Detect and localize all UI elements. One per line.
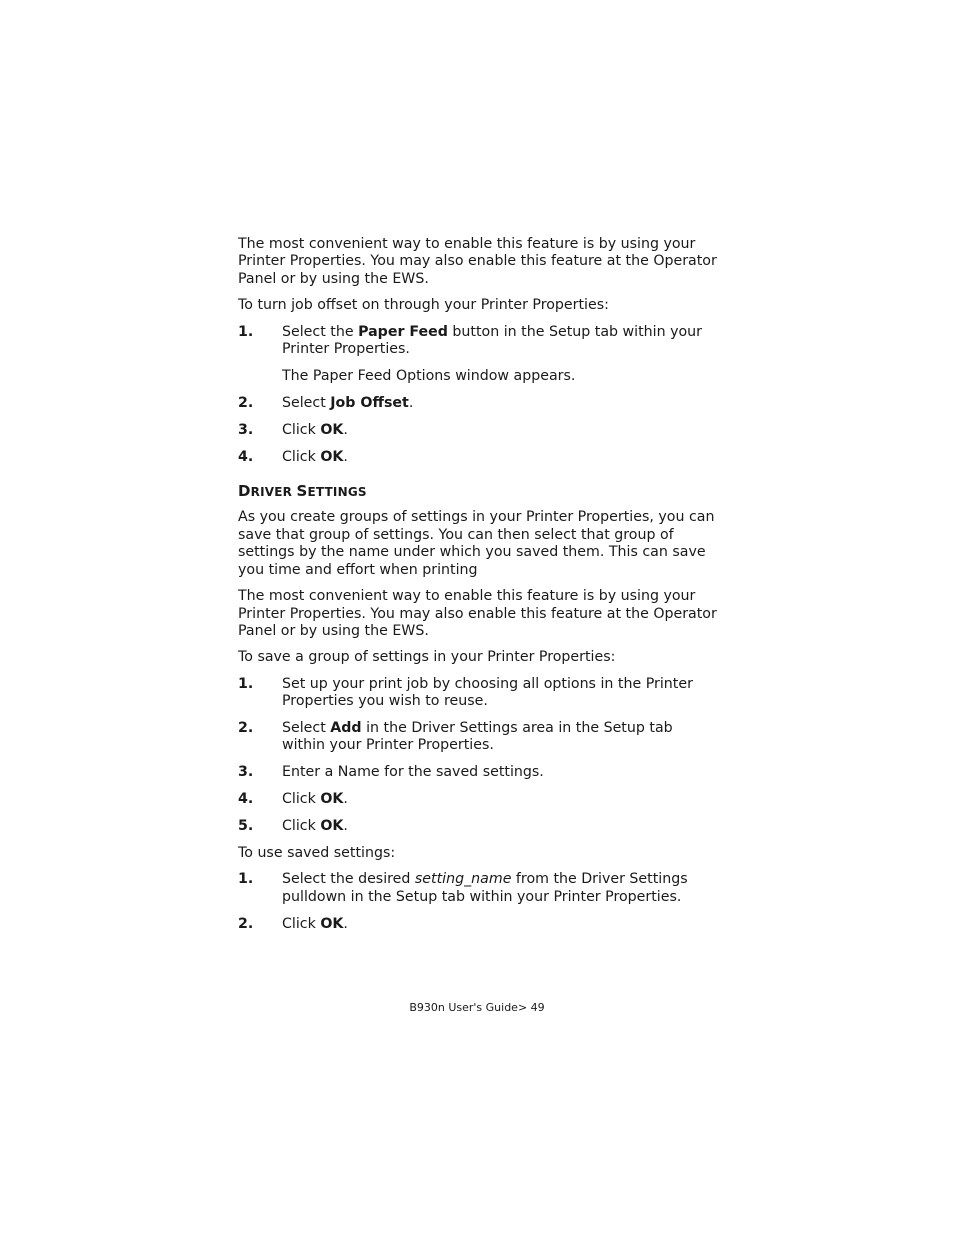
step-number: 1.	[238, 675, 254, 692]
intro-paragraph: The most convenient way to enable this feature is by using your Printer Properties. You may also enable this feature at the Operator Panel or by using the EWS.	[238, 236, 717, 287]
section-heading-driver-settings: DRIVER SETTINGS	[238, 482, 367, 501]
step-number: 2.	[238, 915, 254, 932]
step-number: 1.	[238, 323, 254, 340]
use-step-1: 1. Select the desired setting_name from the Driver Settings pulldown in the Setup tab within your Printer Properties.	[238, 871, 688, 905]
step-number: 3.	[238, 764, 254, 781]
step-number: 2.	[238, 720, 254, 737]
step-1-note: The Paper Feed Options window appears.	[282, 367, 576, 384]
job-offset-step-1: 1. Select the Paper Feed button in the Setup tab within your Printer Properties.	[238, 323, 702, 358]
job-offset-intro: To turn job offset on through your Printer Properties:	[238, 297, 609, 314]
driver-paragraph-2: The most convenient way to enable this feature is by using your Printer Properties. You may also enable this feature at the Operator Panel or by using the EWS.	[238, 588, 717, 639]
job-offset-step-3: 3. Click OK.	[238, 421, 348, 438]
step-number: 3.	[238, 421, 254, 438]
job-offset-step-4: 4. Click OK.	[238, 448, 348, 465]
save-step-5: 5. Click OK.	[238, 818, 348, 835]
driver-paragraph-3: To save a group of settings in your Printer Properties:	[238, 649, 616, 666]
step-number: 5.	[238, 818, 254, 835]
save-step-4: 4. Click OK.	[238, 791, 348, 808]
save-step-2: 2. Select Add in the Driver Settings area in the Setup tab within your Printer Properties.	[238, 720, 673, 754]
use-step-2: 2. Click OK.	[238, 915, 348, 932]
save-step-3: 3. Enter a Name for the saved settings.	[238, 764, 544, 781]
use-saved-intro: To use saved settings:	[238, 845, 396, 862]
job-offset-step-2: 2. Select Job Offset.	[238, 394, 414, 411]
save-step-1: 1. Set up your print job by choosing all options in the Printer Properties you wish to reuse.	[238, 675, 693, 710]
step-number: 2.	[238, 394, 254, 411]
page-footer: B930n User's Guide> 49	[409, 1001, 545, 1014]
step-number: 4.	[238, 448, 254, 465]
step-number: 4.	[238, 791, 254, 808]
driver-paragraph-1: As you create groups of settings in your Printer Properties, you can save that group of settings. You can then select that group of settings by the name under which you saved them. This can save you time and effort when printing	[238, 509, 715, 578]
page-content	[238, 236, 718, 943]
step-number: 1.	[238, 871, 254, 888]
